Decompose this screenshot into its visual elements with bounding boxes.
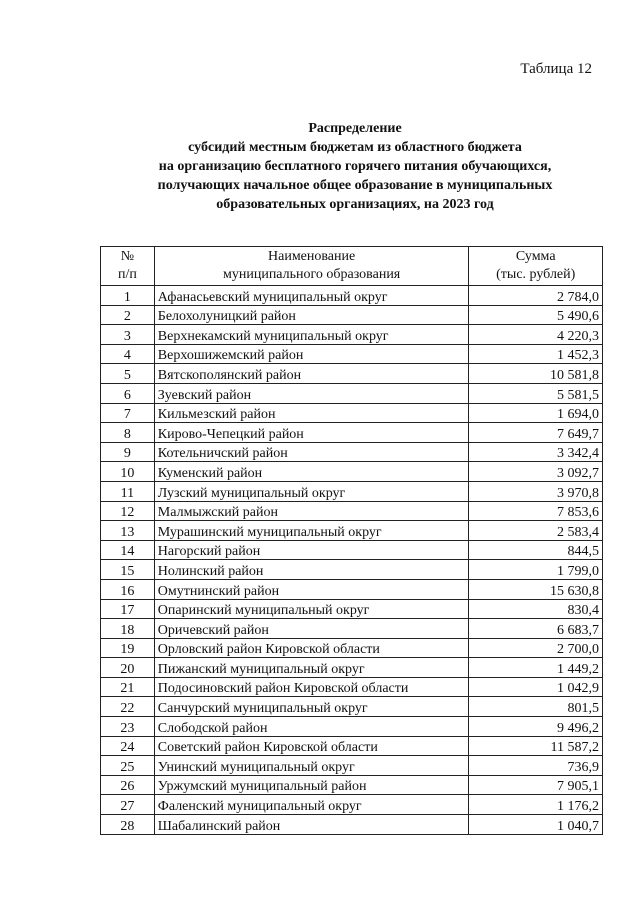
row-number: 14 — [101, 540, 155, 560]
subsidy-amount: 15 630,8 — [469, 579, 603, 599]
subsidy-amount: 4 220,3 — [469, 325, 603, 345]
table-row — [101, 736, 603, 756]
document-heading — [100, 119, 610, 214]
municipality-name: Верхнекамский муниципальный округ — [154, 325, 469, 345]
heading-line: на организацию бесплатного горячего питания обучающихся, — [158, 159, 552, 174]
column-header-name-line2: муниципального образования — [222, 267, 401, 282]
row-number: 22 — [101, 697, 155, 717]
row-number: 18 — [101, 619, 155, 639]
row-number: 21 — [101, 677, 155, 697]
municipality-name: Орловский район Кировской области — [154, 638, 469, 658]
subsidy-amount: 801,5 — [469, 697, 603, 717]
municipality-name: Вятскополянский район — [154, 364, 469, 384]
row-number: 26 — [101, 775, 155, 795]
row-number: 5 — [101, 364, 155, 384]
table-row — [101, 540, 603, 560]
table-row — [101, 442, 603, 462]
subsidy-amount: 5 490,6 — [469, 305, 603, 325]
municipality-name: Подосиновский район Кировской области — [154, 677, 469, 697]
column-header-number — [101, 247, 155, 286]
table-row — [101, 717, 603, 737]
subsidy-amount: 5 581,5 — [469, 383, 603, 403]
municipality-name: Нолинский район — [154, 560, 469, 580]
table-row — [101, 697, 603, 717]
heading-title: Распределение — [308, 121, 402, 136]
table-row — [101, 383, 603, 403]
table-row — [101, 756, 603, 776]
table-row — [101, 658, 603, 678]
municipality-name: Омутнинский район — [154, 579, 469, 599]
row-number: 13 — [101, 521, 155, 541]
municipality-name: Фаленский муниципальный округ — [154, 795, 469, 815]
municipality-name: Слободской район — [154, 717, 469, 737]
row-number: 23 — [101, 717, 155, 737]
municipality-name: Уржумский муниципальный район — [154, 775, 469, 795]
row-number: 11 — [101, 481, 155, 501]
subsidy-amount: 1 176,2 — [469, 795, 603, 815]
heading-line: получающих начальное общее образование в муниципальных — [157, 178, 553, 193]
row-number: 3 — [101, 325, 155, 345]
municipality-name: Куменский район — [154, 462, 469, 482]
table-row — [101, 560, 603, 580]
column-header-name — [154, 247, 469, 286]
municipality-name: Оричевский район — [154, 619, 469, 639]
table-row — [101, 815, 603, 835]
heading-line: образовательных организациях, на 2023 год — [216, 197, 494, 212]
table-row — [101, 481, 603, 501]
municipality-name: Афанасьевский муниципальный округ — [154, 286, 469, 306]
municipality-name: Санчурский муниципальный округ — [154, 697, 469, 717]
table-header-row — [101, 247, 603, 286]
subsidy-amount: 6 683,7 — [469, 619, 603, 639]
table-row — [101, 501, 603, 521]
subsidy-amount: 1 449,2 — [469, 658, 603, 678]
subsidy-amount: 1 694,0 — [469, 403, 603, 423]
subsidy-amount: 1 042,9 — [469, 677, 603, 697]
table-row — [101, 599, 603, 619]
subsidy-amount: 2 700,0 — [469, 638, 603, 658]
table-row — [101, 638, 603, 658]
subsidy-amount: 830,4 — [469, 599, 603, 619]
subsidy-amount: 9 496,2 — [469, 717, 603, 737]
subsidy-amount: 1 040,7 — [469, 815, 603, 835]
row-number: 7 — [101, 403, 155, 423]
municipality-name: Зуевский район — [154, 383, 469, 403]
heading-line: субсидий местным бюджетам из областного бюджета — [188, 140, 522, 155]
subsidy-amount: 1 452,3 — [469, 344, 603, 364]
column-header-number-line2: п/п — [117, 267, 137, 282]
row-number: 28 — [101, 815, 155, 835]
municipality-name: Нагорский район — [154, 540, 469, 560]
table-row — [101, 403, 603, 423]
row-number: 9 — [101, 442, 155, 462]
subsidy-amount: 7 853,6 — [469, 501, 603, 521]
row-number: 6 — [101, 383, 155, 403]
table-row — [101, 423, 603, 443]
row-number: 1 — [101, 286, 155, 306]
municipality-name: Белохолуницкий район — [154, 305, 469, 325]
municipality-name: Шабалинский район — [154, 815, 469, 835]
row-number: 20 — [101, 658, 155, 678]
subsidy-amount: 7 649,7 — [469, 423, 603, 443]
municipality-name: Малмыжский район — [154, 501, 469, 521]
row-number: 15 — [101, 560, 155, 580]
row-number: 17 — [101, 599, 155, 619]
row-number: 27 — [101, 795, 155, 815]
column-header-sum-line2: (тыс. рублей) — [496, 267, 576, 282]
table-row — [101, 775, 603, 795]
subsidy-amount: 844,5 — [469, 540, 603, 560]
row-number: 24 — [101, 736, 155, 756]
table-row — [101, 619, 603, 639]
municipality-name: Унинский муниципальный округ — [154, 756, 469, 776]
subsidy-amount: 1 799,0 — [469, 560, 603, 580]
row-number: 4 — [101, 344, 155, 364]
subsidy-amount: 11 587,2 — [469, 736, 603, 756]
table-row — [101, 325, 603, 345]
column-header-name-line1: Наименование — [268, 249, 356, 264]
subsidy-amount: 3 092,7 — [469, 462, 603, 482]
table-row — [101, 344, 603, 364]
table-row — [101, 677, 603, 697]
subsidy-amount: 2 784,0 — [469, 286, 603, 306]
subsidy-amount: 2 583,4 — [469, 521, 603, 541]
table-row — [101, 462, 603, 482]
subsidy-amount: 10 581,8 — [469, 364, 603, 384]
municipality-name: Мурашинский муниципальный округ — [154, 521, 469, 541]
municipality-name: Кирово-Чепецкий район — [154, 423, 469, 443]
row-number: 2 — [101, 305, 155, 325]
municipality-name: Котельничский район — [154, 442, 469, 462]
row-number: 25 — [101, 756, 155, 776]
municipality-name: Верхошижемский район — [154, 344, 469, 364]
row-number: 8 — [101, 423, 155, 443]
subsidy-amount: 3 342,4 — [469, 442, 603, 462]
subsidy-amount: 736,9 — [469, 756, 603, 776]
row-number: 12 — [101, 501, 155, 521]
table-row — [101, 305, 603, 325]
row-number: 19 — [101, 638, 155, 658]
municipality-name: Кильмезский район — [154, 403, 469, 423]
column-header-sum-line1: Сумма — [515, 249, 556, 264]
column-header-number-line1: № — [120, 249, 135, 264]
table-label: Таблица 12 — [520, 61, 592, 77]
subsidy-amount: 7 905,1 — [469, 775, 603, 795]
subsidy-amount: 3 970,8 — [469, 481, 603, 501]
subsidy-table — [100, 246, 603, 835]
table-row — [101, 364, 603, 384]
table-row — [101, 795, 603, 815]
municipality-name: Лузский муниципальный округ — [154, 481, 469, 501]
municipality-name: Советский район Кировской области — [154, 736, 469, 756]
column-header-sum — [469, 247, 603, 286]
row-number: 10 — [101, 462, 155, 482]
table-row — [101, 579, 603, 599]
table-row — [101, 286, 603, 306]
row-number: 16 — [101, 579, 155, 599]
municipality-name: Пижанский муниципальный округ — [154, 658, 469, 678]
table-row — [101, 521, 603, 541]
municipality-name: Опаринский муниципальный округ — [154, 599, 469, 619]
table-body — [101, 286, 603, 835]
